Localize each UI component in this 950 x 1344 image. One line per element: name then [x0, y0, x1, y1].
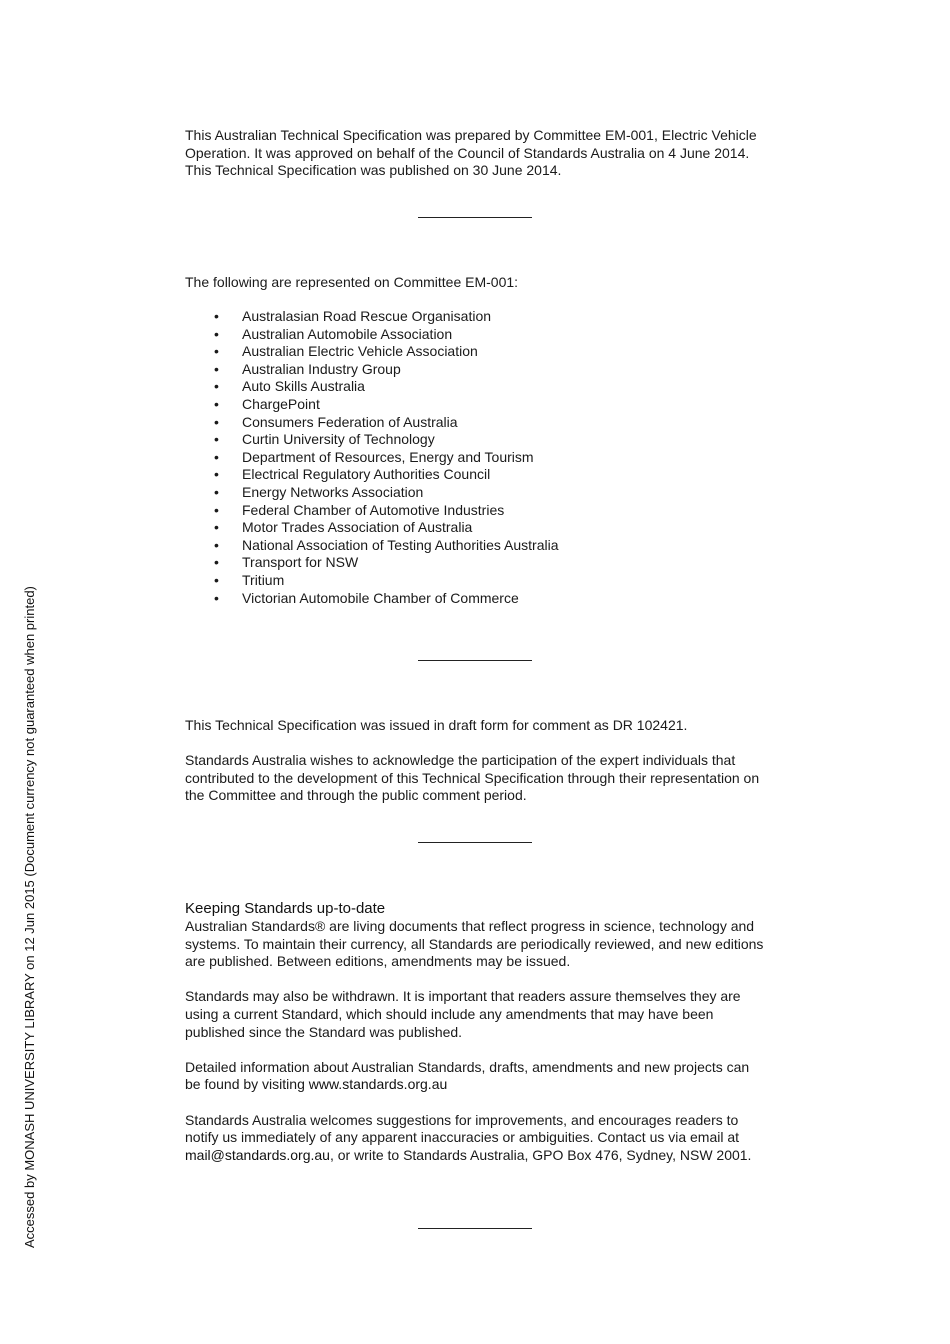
bullet-icon: •: [214, 448, 219, 465]
keeping-para2-line: Standards may also be withdrawn. It is important that readers assure themselves they are: [185, 988, 741, 1005]
keeping-para4-line: notify us immediately of any apparent inaccuracies or ambiguities. Contact us via email at: [185, 1129, 740, 1146]
section-divider: [418, 842, 532, 843]
section-divider: [418, 660, 532, 661]
bullet-icon: •: [214, 536, 219, 553]
section-divider: [418, 217, 532, 218]
list-item: • Energy Networks Association: [214, 484, 424, 501]
list-item: • Tritium: [214, 572, 285, 588]
contact-email-link[interactable]: mail@standards.org.au: [185, 1146, 330, 1163]
bullet-icon: •: [214, 431, 219, 448]
preamble-line: This Technical Specification was published on 30 June 2014.: [185, 162, 562, 179]
keeping-para3-line: be found by visiting www.standards.org.au: [185, 1076, 448, 1093]
keeping-standards-heading: Keeping Standards up-to-date: [185, 900, 386, 917]
bullet-icon: •: [214, 378, 219, 395]
bullet-icon: •: [214, 554, 219, 571]
list-item: • Transport for NSW: [214, 554, 359, 571]
bullet-icon: •: [214, 413, 219, 430]
list-item: • Department of Resources, Energy and Tourism: [214, 448, 534, 465]
bullet-icon: •: [214, 360, 219, 377]
list-item: • Australian Automobile Association: [214, 325, 453, 342]
list-item: • National Association of Testing Authorities Australia: [214, 536, 559, 553]
keeping-para1-line: systems. To maintain their currency, all Standards are periodically reviewed, and new editions: [185, 935, 764, 952]
committee-intro: The following are represented on Committee EM-001:: [185, 274, 519, 290]
list-item: • Australian Electric Vehicle Association: [214, 343, 478, 360]
bullet-icon: •: [214, 343, 219, 360]
acknowledge-line: Standards Australia wishes to acknowledge the participation of the expert individuals that: [185, 752, 736, 769]
draft-section: [185, 717, 775, 805]
list-item: • Victorian Automobile Chamber of Commerce: [214, 589, 519, 606]
access-watermark-text: Accessed by MONASH UNIVERSITY LIBRARY on 12 Jun 2015 (Document currency not guaranteed when printed): [22, 586, 37, 1248]
list-item: • Curtin University of Technology: [214, 431, 435, 448]
draft-issued-text: This Technical Specification was issued in draft form for comment as DR 102421.: [185, 717, 688, 733]
keeping-para3-line: Detailed information about Australian Standards, drafts, amendments and new projects can: [185, 1058, 750, 1075]
preamble-paragraph: [185, 127, 775, 180]
keeping-para2-line: published since the Standard was published.: [185, 1023, 463, 1040]
bullet-icon: •: [214, 501, 219, 518]
bullet-icon: •: [214, 589, 219, 606]
bullet-icon: •: [214, 308, 219, 325]
keeping-para1-line: Australian Standards® are living documents that reflect progress in science, technology and: [185, 918, 755, 934]
list-item: • Auto Skills Australia: [214, 378, 365, 395]
committee-section: [185, 274, 775, 607]
standards-website-link[interactable]: www.standards.org.au: [308, 1076, 448, 1093]
preamble-line: This Australian Technical Specification was prepared by Committee EM-001, Electric Vehicle: [185, 127, 757, 143]
acknowledge-line: the Committee and through the public comment period.: [185, 787, 527, 804]
committee-member-list: [185, 308, 775, 607]
keeping-para1-line: are published. Between editions, amendments may be issued.: [185, 953, 571, 970]
section-divider: [418, 1228, 532, 1229]
list-item: • ChargePoint: [214, 396, 320, 413]
bullet-icon: •: [214, 396, 219, 413]
keeping-para2-line: using a current Standard, which should include any amendments that may have been: [185, 1005, 714, 1022]
bullet-icon: •: [214, 325, 219, 342]
list-item: • Electrical Regulatory Authorities Council: [214, 466, 491, 483]
bullet-icon: •: [214, 519, 219, 536]
bullet-icon: •: [214, 572, 219, 588]
keeping-para4-line: mail@standards.org.au, or write to Standards Australia, GPO Box 476, Sydney, NSW 2001.: [185, 1146, 752, 1163]
keeping-standards-section: [185, 900, 775, 1164]
list-item: • Australasian Road Rescue Organisation: [214, 308, 492, 325]
bullet-icon: •: [214, 484, 219, 501]
list-item: • Australian Industry Group: [214, 360, 401, 377]
list-item: • Consumers Federation of Australia: [214, 413, 458, 430]
acknowledge-line: contributed to the development of this Technical Specification through their representation on: [185, 769, 760, 786]
preamble-line: Operation. It was approved on behalf of the Council of Standards Australia on 4 June 2014.: [185, 144, 750, 161]
keeping-para4-line: Standards Australia welcomes suggestions for improvements, and encourages readers to: [185, 1111, 739, 1128]
bullet-icon: •: [214, 466, 219, 483]
list-item: • Motor Trades Association of Australia: [214, 519, 473, 536]
list-item: • Federal Chamber of Automotive Industries: [214, 501, 505, 518]
